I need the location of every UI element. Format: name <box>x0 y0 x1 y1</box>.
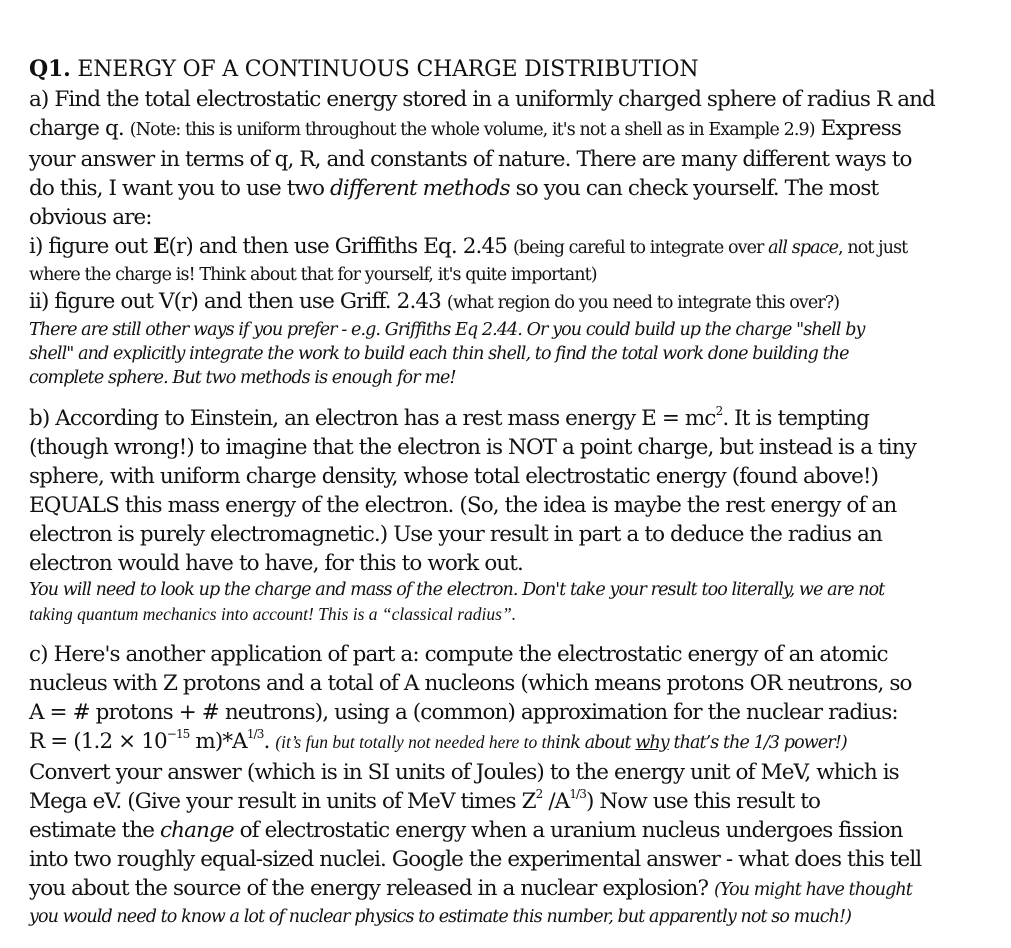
emphasis-text: change <box>160 818 234 843</box>
text-run: estimate the <box>29 818 161 843</box>
underlined-why: why <box>635 733 669 753</box>
part-b-line: electron is purely electromagnetic.) Use your result in part a to deduce the radius an <box>29 522 882 547</box>
text-run: b) According to Einstein, an electron has a rest mass energy E = mc <box>29 406 716 431</box>
other-methods-note: There are still other ways if you prefer - e.g. Griffiths Eq 2.44. Or you could build up the charge "shell by <box>29 320 865 340</box>
text-run: ) Now use this result to <box>585 789 821 814</box>
other-methods-note: shell" and explicitly integrate the work to build each thin shell, to find the total work done building the <box>29 344 849 364</box>
shell-note: (Note: this is uniform throughout the whole volume, it's not a shell as in Example 2.9) <box>129 120 815 140</box>
text-run: (r) and then use Griffiths Eq. 2.45 <box>168 234 513 259</box>
classical-radius-note: taking quantum mechanics into account! This is a “classical radius”. <box>29 604 517 624</box>
part-c-line: Convert your answer (which is in SI units of Joules) to the energy unit of MeV, which is <box>29 760 899 785</box>
text-run: R = (1.2 × 10 <box>29 729 167 754</box>
text-run: you about the source of the energy released in a nuclear explosion? <box>29 876 715 901</box>
superscript: −15 <box>166 726 190 741</box>
closing-note: (You might have thought <box>714 880 912 900</box>
part-b-line <box>29 404 989 433</box>
part-c-line <box>29 816 989 845</box>
emphasis-text: different methods <box>330 176 510 201</box>
electron-lookup-note: You will need to look up the charge and mass of the electron. Don't take your result too literally, we are not <box>29 580 885 600</box>
text-run: , not just <box>838 238 908 258</box>
part-c-line: into two roughly equal-sized nuclei. Google the experimental answer - what does this tell <box>29 847 922 872</box>
part-b-line: sphere, with uniform charge density, whose total electrostatic energy (found above!) <box>29 464 879 489</box>
method-i <box>29 232 989 263</box>
part-b-line: EQUALS this mass energy of the electron. (So, the idea is maybe the rest energy of an <box>29 493 897 518</box>
closing-note: you would need to know a lot of nuclear physics to estimate this number, but apparently not so much!) <box>29 907 852 927</box>
part-a <box>29 85 989 390</box>
part-c-line <box>29 787 989 816</box>
text-run: (being careful to integrate over <box>512 238 769 258</box>
nuclear-radius-formula <box>29 727 989 758</box>
text-run: i) figure out <box>29 234 154 259</box>
text-run: do this, I want you to use two <box>29 176 331 201</box>
superscript: 1/3 <box>569 786 586 801</box>
other-methods-note: complete sphere. But two methods is enough for me! <box>29 368 456 388</box>
method-ii <box>29 287 989 318</box>
text-run: charge q. <box>29 116 130 141</box>
text-run: ii) figure out V(r) and then use Griff. 2.43 <box>29 289 447 314</box>
vector-e-symbol: E <box>153 234 169 259</box>
text-run: /A <box>542 789 570 814</box>
part-b <box>29 404 989 626</box>
part-c-line <box>29 874 989 905</box>
text-run: of electrostatic energy when a uranium nucleus undergoes fission <box>233 818 903 843</box>
method-i-continued: where the charge is! Think about that for yourself, it's quite important) <box>29 265 597 285</box>
part-c-line: nucleus with Z protons and a total of A nucleons (which means protons OR neutrons, so <box>29 671 912 696</box>
aside-note: that’s the 1/3 power!) <box>668 733 847 753</box>
aside-note: (it’s fun but totally not needed here to th <box>275 732 556 752</box>
problem-document <box>29 54 989 929</box>
part-a-line <box>29 174 989 203</box>
superscript: 1/3 <box>246 726 264 741</box>
q1-heading <box>29 54 989 85</box>
part-a-line: obvious are: <box>29 205 152 230</box>
text-run: . <box>263 729 276 754</box>
text-run: m)*A <box>189 729 247 754</box>
text-run: so you can check yourself. The most <box>509 176 879 201</box>
superscript: 2 <box>715 403 723 418</box>
text-run: Mega eV. (Give your result in units of MeV times Z <box>29 789 536 814</box>
part-c-line: A = # protons + # neutrons), using a (common) approximation for the nuclear radius: <box>29 700 898 725</box>
part-a-line <box>29 114 989 145</box>
superscript: 2 <box>535 786 543 801</box>
part-b-line: electron would have to have, for this to work out. <box>29 551 523 576</box>
part-a-line: your answer in terms of q, R, and constants of nature. There are many different ways to <box>29 147 912 172</box>
question-title: ENERGY OF A CONTINUOUS CHARGE DISTRIBUTION <box>77 57 699 82</box>
part-a-line: a) Find the total electrostatic energy stored in a uniformly charged sphere of radius R and <box>29 87 935 112</box>
text-run: Express <box>814 116 901 141</box>
text-run: . It is tempting <box>722 406 869 431</box>
part-c-line: c) Here's another application of part a: compute the electrostatic energy of an atomic <box>29 642 888 667</box>
aside-note: ink about <box>555 733 636 753</box>
integration-note: (what region do you need to integrate this over?) <box>446 293 840 313</box>
question-number: Q1. <box>29 56 71 82</box>
part-b-line: (though wrong!) to imagine that the electron is NOT a point charge, but instead is a tiny <box>29 435 916 460</box>
part-c <box>29 640 989 929</box>
emphasis-text: all space <box>768 238 839 258</box>
